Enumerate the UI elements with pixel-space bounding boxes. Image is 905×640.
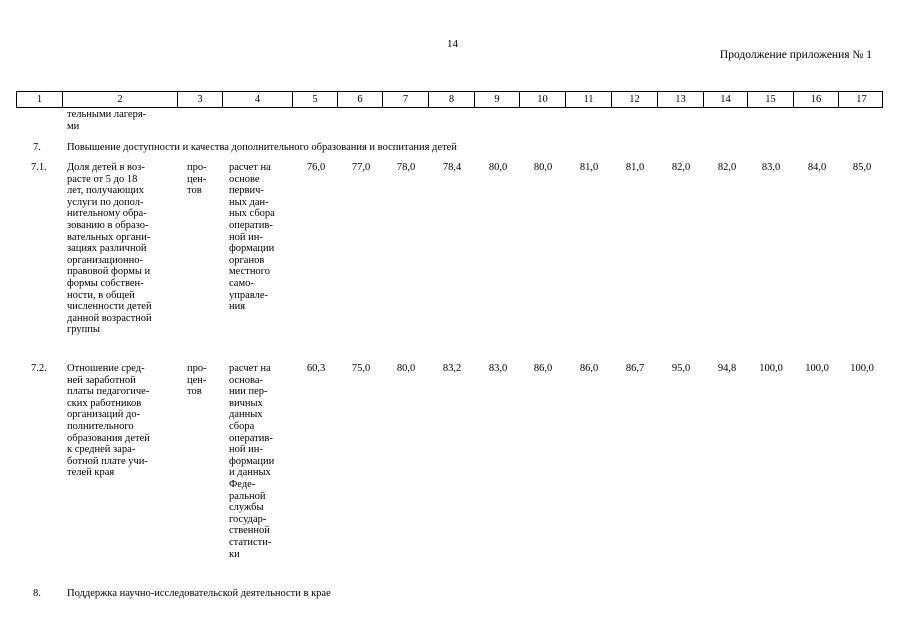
row-7-1-value-col-7: 78,0 (396, 162, 416, 173)
column-header-2: 2 (63, 92, 178, 107)
row-7-2-value-col-14: 94,8 (717, 363, 737, 374)
column-header-4: 4 (223, 92, 293, 107)
row-7-2-method: расчет на основа- нии пер- вичных данных сбора оператив- ной ин- формации и данных Феде- ральной службы государ- ственной статисти- ки (229, 363, 275, 560)
row-7-2-value-col-17: 100,0 (850, 363, 874, 374)
column-header-5: 5 (293, 92, 338, 107)
row-7-2-value-col-5: 60,3 (306, 363, 326, 374)
row-7-1-unit: про- цен- тов (187, 162, 207, 197)
column-header-11: 11 (566, 92, 612, 107)
row-7-2-value-col-11: 86,0 (579, 363, 599, 374)
row-7-2-value-col-15: 100,0 (759, 363, 783, 374)
column-header-8: 8 (429, 92, 475, 107)
section-7-number: 7. (33, 142, 41, 153)
row-7-1-value-col-15: 83,0 (761, 162, 781, 173)
row-7-1-description: Доля детей в воз- расте от 5 до 18 лет, получающих услуги по допол- нительному обра- зованию в образо- вательных органи- зациях различной организационно- правовой формы и формы собствен- ности, в общей численности детей данной возрастной группы (67, 162, 152, 336)
column-header-15: 15 (748, 92, 794, 107)
row-7-1-value-col-8: 78,4 (442, 162, 462, 173)
row-7-2-value-col-6: 75,0 (351, 363, 371, 374)
row-7-2-value-col-8: 83,2 (442, 363, 462, 374)
row-7-2-value-col-12: 86,7 (625, 363, 645, 374)
column-header-6: 6 (338, 92, 383, 107)
column-header-13: 13 (658, 92, 704, 107)
row-7-2-value-col-7: 80,0 (396, 363, 416, 374)
page-number: 14 (447, 38, 458, 50)
column-header-10: 10 (520, 92, 566, 107)
row-7-1-value-col-10: 80,0 (533, 162, 553, 173)
column-header-1: 1 (17, 92, 63, 107)
section-7-title: Повышение доступности и качества дополнительного образования и воспитания детей (67, 142, 457, 153)
continuation-title: Продолжение приложения № 1 (719, 49, 872, 61)
row-7-1-value-col-6: 77,0 (351, 162, 371, 173)
row-7-2-unit: про- цен- тов (187, 363, 207, 398)
row-7-1-value-col-17: 85,0 (852, 162, 872, 173)
column-header-7: 7 (383, 92, 429, 107)
row-7-1-value-col-12: 81,0 (625, 162, 645, 173)
row-7-1-value-col-11: 81,0 (579, 162, 599, 173)
column-header-row (16, 91, 883, 108)
row-7-2-value-col-10: 86,0 (533, 363, 553, 374)
column-header-3: 3 (178, 92, 223, 107)
row-7-2-value-col-16: 100,0 (805, 363, 829, 374)
row-7-1-number: 7.1. (31, 162, 47, 173)
row-7-2-number: 7.2. (31, 363, 47, 374)
row-7-1-value-col-13: 82,0 (671, 162, 691, 173)
column-header-16: 16 (794, 92, 839, 107)
row-7-1-value-col-16: 84,0 (807, 162, 827, 173)
row-7-1-value-col-9: 80,0 (488, 162, 508, 173)
row-7-2-value-col-9: 83,0 (488, 363, 508, 374)
column-header-14: 14 (704, 92, 748, 107)
row-7-2-value-col-13: 95,0 (671, 363, 691, 374)
carryover-line-1: тельными лагеря- (67, 109, 147, 120)
row-7-1-method: расчет на основе первич- ных дан- ных сбора оператив- ной ин- формации органов местного само- управле- ния (229, 162, 275, 313)
carryover-line-2: ми (67, 121, 80, 132)
section-8-title: Поддержка научно-исследовательской деятельности в крае (67, 588, 331, 599)
column-header-9: 9 (475, 92, 520, 107)
section-8-number: 8. (33, 588, 41, 599)
column-header-12: 12 (612, 92, 658, 107)
row-7-1-value-col-5: 76,0 (306, 162, 326, 173)
row-7-1-value-col-14: 82,0 (717, 162, 737, 173)
row-7-2-description: Отношение сред- ней заработной платы педагогиче- ских работников организаций до- полнительного образования детей к средней зара- ботной плате учи- телей края (67, 363, 150, 479)
column-header-17: 17 (856, 94, 867, 105)
